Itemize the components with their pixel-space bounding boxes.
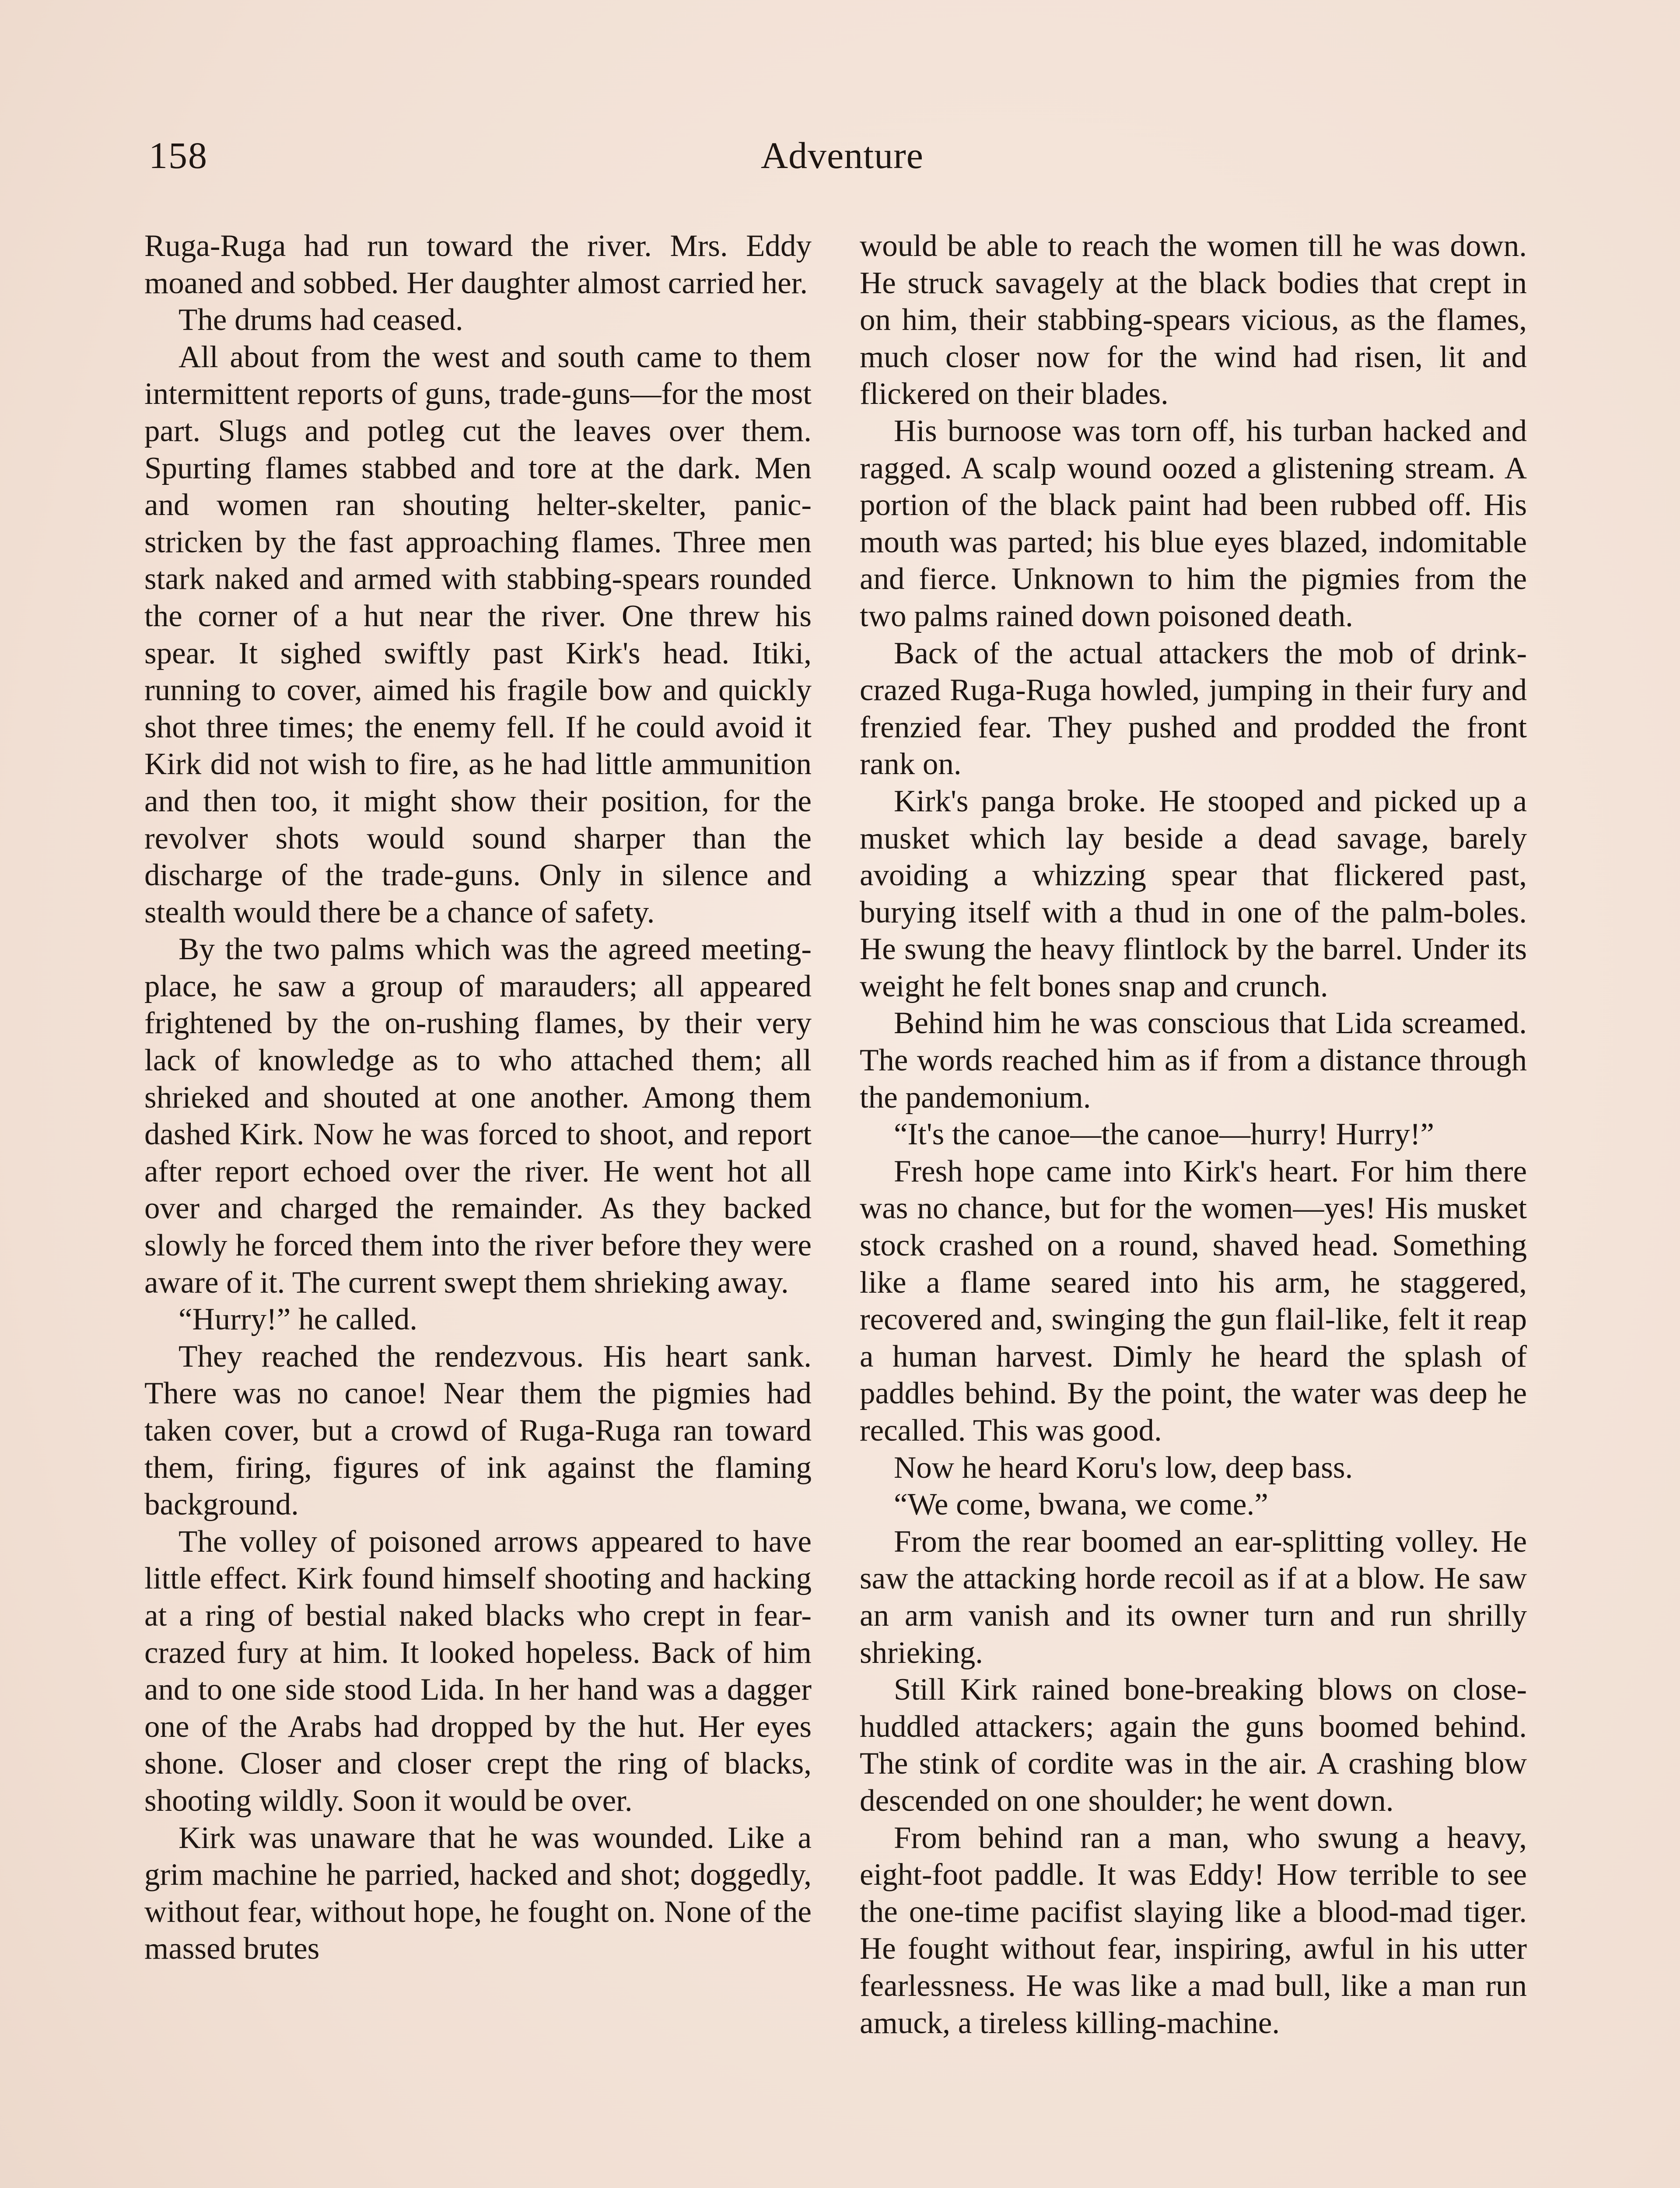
page-header: [149, 131, 1536, 179]
paragraph: All about from the west and south came to them intermittent reports of guns, trade-guns—for the most part. Slugs and potleg cut the leaves over them. Spurting flames stabbed and tore at the dark. Men and women ran shouting helter-skelter, panic-stricken by the fast approaching flames. Three men stark naked and armed with stabbing-spears rounded the corner of a hut near the river. One threw his spear. It sighed swiftly past Kirk's head. Itiki, running to cover, aimed his fragile bow and quickly shot three times; the enemy fell. If he could avoid it Kirk did not wish to fire, as he had little ammunition and then too, it might show their position, for the revolver shots would sound sharper than the discharge of the trade-guns. Only in silence and stealth would there be a chance of safety.: [144, 340, 812, 929]
paragraph: His burnoose was torn off, his turban hacked and ragged. A scalp wound oozed a glistening stream. A portion of the black paint had been rubbed off. His mouth was parted; his blue eyes blazed, indomitable and fierce. Unknown to him the pigmies from the two palms rained down poisoned death.: [860, 414, 1527, 633]
paragraph: Back of the actual attackers the mob of drink-crazed Ruga-Ruga howled, jumping in their fury and frenzied fear. They pushed and prodded the front rank on.: [860, 636, 1527, 782]
paragraph: By the two palms which was the agreed meeting-place, he saw a group of marauders; all appeared frightened by the on-rushing flames, by their very lack of knowledge as to who attached them; all shrieked and shouted at one another. Among them dashed Kirk. Now he was forced to shoot, and report after report echoed over the river. He went hot all over and charged the remainder. As they backed slowly he forced them into the river before they were aware of it. The current swept them shrieking away.: [144, 932, 812, 1300]
paragraph: Now he heard Koru's low, deep bass.: [894, 1450, 1353, 1485]
paragraph: The volley of poisoned arrows appeared to have little effect. Kirk found himself shooting and hacking at a ring of bestial naked blacks who crept in fear-crazed fury at him. It looked hopeless. Back of him and to one side stood Lida. In her hand was a dagger one of the Arabs had dropped by the hut. Her eyes shone. Closer and closer crept the ring of blacks, shooting wildly. Soon it would be over.: [144, 1524, 812, 1818]
paragraph: “We come, bwana, we come.”: [894, 1487, 1268, 1522]
paragraph: “It's the canoe—the canoe—hurry! Hurry!”: [894, 1117, 1435, 1152]
paragraph: “Hurry!” he called.: [178, 1302, 417, 1337]
right-text-column: [860, 228, 1527, 2188]
paragraph: Fresh hope came into Kirk's heart. For him there was no chance, but for the women—yes! His musket stock crashed on a round, shaved head. Something like a flame seared into his arm, he staggered, recovered and, swinging the gun flail-like, felt it reap a human harvest. Dimly he heard the splash of paddles behind. By the point, the water was deep he recalled. This was good.: [860, 1154, 1527, 1448]
paragraph: From the rear boomed an ear-splitting volley. He saw the attacking horde recoil as if at a blow. He saw an arm vanish and its owner turn and run shrilly shrieking.: [860, 1524, 1527, 1670]
paragraph: Behind him he was conscious that Lida screamed. The words reached him as if from a distance through the pandemonium.: [860, 1006, 1527, 1115]
paragraph: They reached the rendezvous. His heart sank. There was no canoe! Near them the pigmies had taken cover, but a crowd of Ruga-Ruga ran toward them, firing, figures of ink against the flaming background.: [144, 1339, 812, 1522]
paragraph: From behind ran a man, who swung a heavy, eight-foot paddle. It was Eddy! How terrible to see the one-time pacifist slaying like a blood-mad tiger. He fought without fear, inspiring, awful in his utter fearlessness. He was like a mad bull, like a man run amuck, a tireless killing-machine.: [860, 1820, 1527, 2040]
running-title: Adventure: [761, 134, 924, 176]
page-number: 158: [149, 134, 208, 176]
paragraph: Still Kirk rained bone-breaking blows on close-huddled attackers; again the guns boomed behind. The stink of cordite was in the air. A crashing blow descended on one shoulder; he went down.: [860, 1673, 1527, 1818]
left-text-column: [144, 228, 812, 2188]
paragraph: The drums had ceased.: [178, 303, 463, 337]
paragraph: Ruga-Ruga had run toward the river. Mrs. Eddy moaned and sobbed. Her daughter almost carried her.: [144, 229, 812, 300]
paragraph: would be able to reach the women till he was down. He struck savagely at the black bodies that crept in on him, their stabbing-spears vicious, as the flames, much closer now for the wind had risen, lit and flickered on their blades.: [860, 229, 1527, 411]
paragraph: Kirk's panga broke. He stooped and picked up a musket which lay beside a dead savage, barely avoiding a whizzing spear that flickered past, burying itself with a thud in one of the palm-boles. He swung the heavy flintlock by the barrel. Under its weight he felt bones snap and crunch.: [860, 784, 1527, 1003]
paragraph: Kirk was unaware that he was wounded. Like a grim machine he parried, hacked and shot; doggedly, without fear, without hope, he fought on. None of the massed brutes: [144, 1820, 812, 1966]
